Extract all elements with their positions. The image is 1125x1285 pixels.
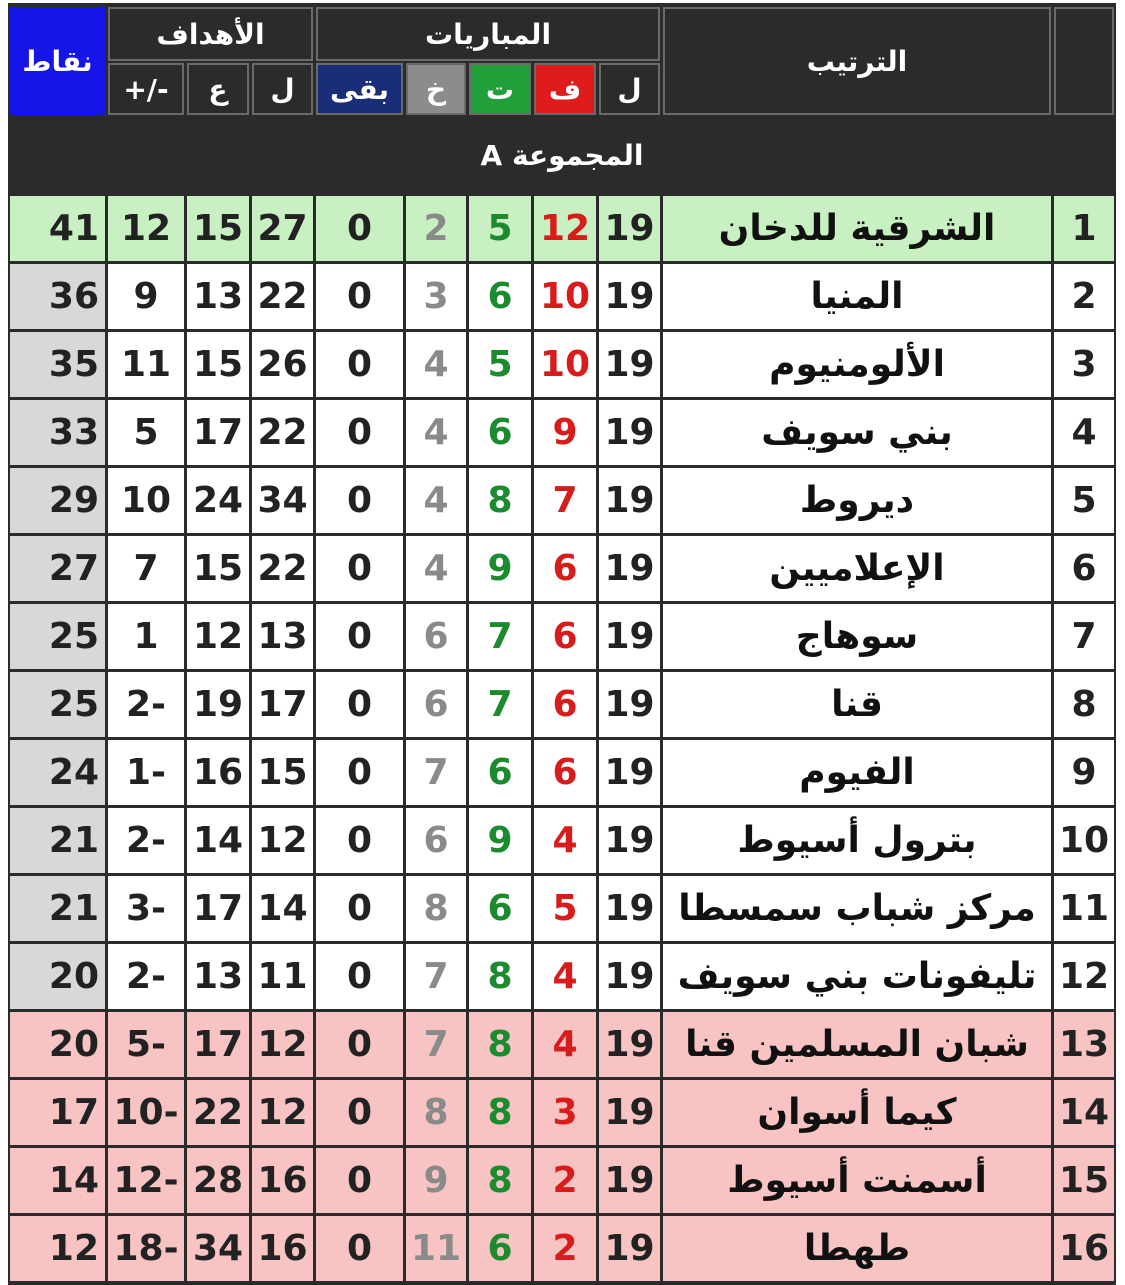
position-cell: 10 <box>1054 808 1114 873</box>
played-cell: 19 <box>599 672 660 737</box>
lost-cell: 4 <box>406 400 466 465</box>
goal-diff-cell: 1 <box>108 604 184 669</box>
team-name-cell: الألومنيوم <box>663 332 1051 397</box>
points-cell: 24 <box>10 740 105 805</box>
drawn-cell: 6 <box>469 264 531 329</box>
goals-against-cell: 16 <box>187 740 249 805</box>
goal-diff-cell: 3- <box>108 876 184 941</box>
goals-for-cell: 22 <box>252 400 313 465</box>
goals-against-label: ع <box>208 72 228 106</box>
goals-for-cell: 15 <box>252 740 313 805</box>
played-cell: 19 <box>599 536 660 601</box>
position-cell: 13 <box>1054 1012 1114 1077</box>
team-name-cell: تليفونات بني سويف <box>663 944 1051 1009</box>
remaining-cell: 0 <box>316 1012 403 1077</box>
goal-diff-cell: 1- <box>108 740 184 805</box>
points-cell: 14 <box>10 1148 105 1213</box>
remaining-cell: 0 <box>316 604 403 669</box>
group-label-text: المجموعة A <box>480 139 644 172</box>
goals-against-cell: 17 <box>187 1012 249 1077</box>
remaining-cell: 0 <box>316 808 403 873</box>
lost-cell: 4 <box>406 332 466 397</box>
team-name-cell: كيما أسوان <box>663 1080 1051 1145</box>
played-cell: 19 <box>599 400 660 465</box>
rank-header-label: الترتيب <box>806 44 908 78</box>
goals-against-cell: 12 <box>187 604 249 669</box>
drawn-cell: 8 <box>469 468 531 533</box>
team-name-cell: الفيوم <box>663 740 1051 805</box>
played-label: ل <box>617 72 642 106</box>
remaining-cell: 0 <box>316 196 403 261</box>
position-header <box>1054 7 1114 115</box>
points-cell: 21 <box>10 876 105 941</box>
goal-diff-cell: 10 <box>108 468 184 533</box>
goal-diff-cell: 5- <box>108 1012 184 1077</box>
goal-diff-label: +/- <box>123 72 169 106</box>
won-cell: 4 <box>534 944 596 1009</box>
played-cell: 19 <box>599 196 660 261</box>
matches-header-label: المباريات <box>424 17 552 51</box>
played-cell: 19 <box>599 876 660 941</box>
goals-for-label: ل <box>270 72 295 106</box>
won-cell: 4 <box>534 808 596 873</box>
won-label: ف <box>548 72 582 106</box>
goal-diff-cell: 12 <box>108 196 184 261</box>
points-cell: 41 <box>10 196 105 261</box>
position-cell: 4 <box>1054 400 1114 465</box>
lost-cell: 7 <box>406 740 466 805</box>
goals-for-cell: 22 <box>252 536 313 601</box>
played-cell: 19 <box>599 332 660 397</box>
goals-against-cell: 14 <box>187 808 249 873</box>
goals-for-header <box>252 63 313 115</box>
team-name-cell: أسمنت أسيوط <box>663 1148 1051 1213</box>
group-label <box>8 118 1116 193</box>
goal-diff-cell: 2- <box>108 672 184 737</box>
lost-cell: 7 <box>406 944 466 1009</box>
won-header <box>534 63 596 115</box>
team-name-cell: طهطا <box>663 1216 1051 1281</box>
drawn-cell: 8 <box>469 944 531 1009</box>
played-cell: 19 <box>599 468 660 533</box>
goals-against-cell: 15 <box>187 536 249 601</box>
standings-table <box>8 3 1116 1285</box>
points-cell: 25 <box>10 672 105 737</box>
rank-header <box>663 7 1051 115</box>
goals-against-cell: 13 <box>187 264 249 329</box>
won-cell: 10 <box>534 332 596 397</box>
goals-against-cell: 24 <box>187 468 249 533</box>
won-cell: 9 <box>534 400 596 465</box>
team-name-cell: المنيا <box>663 264 1051 329</box>
remaining-cell: 0 <box>316 536 403 601</box>
won-cell: 6 <box>534 672 596 737</box>
drawn-cell: 6 <box>469 1216 531 1281</box>
lost-cell: 8 <box>406 876 466 941</box>
goal-diff-cell: 12- <box>108 1148 184 1213</box>
goals-for-cell: 11 <box>252 944 313 1009</box>
remaining-cell: 0 <box>316 400 403 465</box>
lost-header <box>406 63 466 115</box>
goals-against-cell: 17 <box>187 876 249 941</box>
goals-for-cell: 13 <box>252 604 313 669</box>
won-cell: 2 <box>534 1216 596 1281</box>
drawn-cell: 6 <box>469 740 531 805</box>
played-cell: 19 <box>599 740 660 805</box>
lost-cell: 4 <box>406 536 466 601</box>
lost-cell: 6 <box>406 808 466 873</box>
points-cell: 25 <box>10 604 105 669</box>
goals-for-cell: 22 <box>252 264 313 329</box>
points-cell: 20 <box>10 944 105 1009</box>
won-cell: 2 <box>534 1148 596 1213</box>
goal-diff-cell: 5 <box>108 400 184 465</box>
position-cell: 1 <box>1054 196 1114 261</box>
won-cell: 6 <box>534 604 596 669</box>
won-cell: 10 <box>534 264 596 329</box>
drawn-cell: 9 <box>469 536 531 601</box>
points-cell: 29 <box>10 468 105 533</box>
remaining-header <box>316 63 403 115</box>
goals-against-cell: 13 <box>187 944 249 1009</box>
goals-for-cell: 14 <box>252 876 313 941</box>
goal-diff-cell: 7 <box>108 536 184 601</box>
team-name-cell: مركز شباب سمسطا <box>663 876 1051 941</box>
points-cell: 21 <box>10 808 105 873</box>
drawn-cell: 6 <box>469 876 531 941</box>
goal-diff-cell: 18- <box>108 1216 184 1281</box>
goal-diff-cell: 10- <box>108 1080 184 1145</box>
position-cell: 14 <box>1054 1080 1114 1145</box>
goal-diff-cell: 2- <box>108 808 184 873</box>
goal-diff-cell: 2- <box>108 944 184 1009</box>
won-cell: 3 <box>534 1080 596 1145</box>
team-name-cell: الشرقية للدخان <box>663 196 1051 261</box>
lost-cell: 6 <box>406 604 466 669</box>
team-name-cell: بترول أسيوط <box>663 808 1051 873</box>
position-cell: 5 <box>1054 468 1114 533</box>
drawn-header <box>469 63 531 115</box>
points-cell: 33 <box>10 400 105 465</box>
remaining-cell: 0 <box>316 740 403 805</box>
points-cell: 27 <box>10 536 105 601</box>
drawn-cell: 6 <box>469 400 531 465</box>
won-cell: 7 <box>534 468 596 533</box>
points-cell: 36 <box>10 264 105 329</box>
goals-for-cell: 12 <box>252 1012 313 1077</box>
position-cell: 16 <box>1054 1216 1114 1281</box>
goal-diff-cell: 11 <box>108 332 184 397</box>
goal-diff-cell: 9 <box>108 264 184 329</box>
points-cell: 17 <box>10 1080 105 1145</box>
played-header <box>599 63 660 115</box>
lost-cell: 4 <box>406 468 466 533</box>
goals-against-cell: 19 <box>187 672 249 737</box>
goals-for-cell: 16 <box>252 1148 313 1213</box>
team-name-cell: قنا <box>663 672 1051 737</box>
drawn-cell: 7 <box>469 672 531 737</box>
remaining-cell: 0 <box>316 876 403 941</box>
goals-against-header <box>187 63 249 115</box>
remaining-cell: 0 <box>316 1216 403 1281</box>
team-name-cell: شبان المسلمين قنا <box>663 1012 1051 1077</box>
team-name-cell: ديروط <box>663 468 1051 533</box>
remaining-cell: 0 <box>316 1080 403 1145</box>
points-header-label: نقاط <box>22 44 93 78</box>
drawn-cell: 8 <box>469 1012 531 1077</box>
remaining-cell: 0 <box>316 264 403 329</box>
lost-label: خ <box>425 72 447 106</box>
goals-against-cell: 15 <box>187 332 249 397</box>
lost-cell: 3 <box>406 264 466 329</box>
team-name-cell: الإعلاميين <box>663 536 1051 601</box>
lost-cell: 2 <box>406 196 466 261</box>
goals-header-label: الأهداف <box>156 17 265 51</box>
drawn-cell: 5 <box>469 332 531 397</box>
goals-against-cell: 22 <box>187 1080 249 1145</box>
played-cell: 19 <box>599 1148 660 1213</box>
remaining-cell: 0 <box>316 1148 403 1213</box>
points-cell: 12 <box>10 1216 105 1281</box>
goals-for-cell: 27 <box>252 196 313 261</box>
played-cell: 19 <box>599 808 660 873</box>
drawn-cell: 5 <box>469 196 531 261</box>
won-cell: 5 <box>534 876 596 941</box>
position-cell: 2 <box>1054 264 1114 329</box>
won-cell: 6 <box>534 536 596 601</box>
goals-header <box>108 7 313 61</box>
drawn-cell: 8 <box>469 1080 531 1145</box>
goals-for-cell: 26 <box>252 332 313 397</box>
goals-for-cell: 12 <box>252 1080 313 1145</box>
position-cell: 15 <box>1054 1148 1114 1213</box>
won-cell: 6 <box>534 740 596 805</box>
lost-cell: 6 <box>406 672 466 737</box>
drawn-cell: 7 <box>469 604 531 669</box>
team-name-cell: سوهاج <box>663 604 1051 669</box>
goals-against-cell: 17 <box>187 400 249 465</box>
position-cell: 9 <box>1054 740 1114 805</box>
goals-for-cell: 17 <box>252 672 313 737</box>
position-cell: 6 <box>1054 536 1114 601</box>
won-cell: 12 <box>534 196 596 261</box>
remaining-cell: 0 <box>316 468 403 533</box>
position-cell: 7 <box>1054 604 1114 669</box>
goals-against-cell: 34 <box>187 1216 249 1281</box>
remaining-cell: 0 <box>316 332 403 397</box>
lost-cell: 7 <box>406 1012 466 1077</box>
played-cell: 19 <box>599 944 660 1009</box>
points-cell: 20 <box>10 1012 105 1077</box>
goals-for-cell: 12 <box>252 808 313 873</box>
team-name-cell: بني سويف <box>663 400 1051 465</box>
position-cell: 8 <box>1054 672 1114 737</box>
goals-for-cell: 16 <box>252 1216 313 1281</box>
remaining-cell: 0 <box>316 672 403 737</box>
lost-cell: 8 <box>406 1080 466 1145</box>
drawn-cell: 9 <box>469 808 531 873</box>
points-header <box>10 7 105 115</box>
position-cell: 11 <box>1054 876 1114 941</box>
position-cell: 12 <box>1054 944 1114 1009</box>
drawn-label: ت <box>485 72 515 106</box>
lost-cell: 11 <box>406 1216 466 1281</box>
played-cell: 19 <box>599 1080 660 1145</box>
played-cell: 19 <box>599 1216 660 1281</box>
played-cell: 19 <box>599 1012 660 1077</box>
remaining-label: بقى <box>330 72 389 106</box>
played-cell: 19 <box>599 264 660 329</box>
lost-cell: 9 <box>406 1148 466 1213</box>
drawn-cell: 8 <box>469 1148 531 1213</box>
played-cell: 19 <box>599 604 660 669</box>
goals-for-cell: 34 <box>252 468 313 533</box>
points-cell: 35 <box>10 332 105 397</box>
goals-against-cell: 28 <box>187 1148 249 1213</box>
remaining-cell: 0 <box>316 944 403 1009</box>
position-cell: 3 <box>1054 332 1114 397</box>
matches-header <box>316 7 660 61</box>
goal-diff-header <box>108 63 184 115</box>
won-cell: 4 <box>534 1012 596 1077</box>
goals-against-cell: 15 <box>187 196 249 261</box>
